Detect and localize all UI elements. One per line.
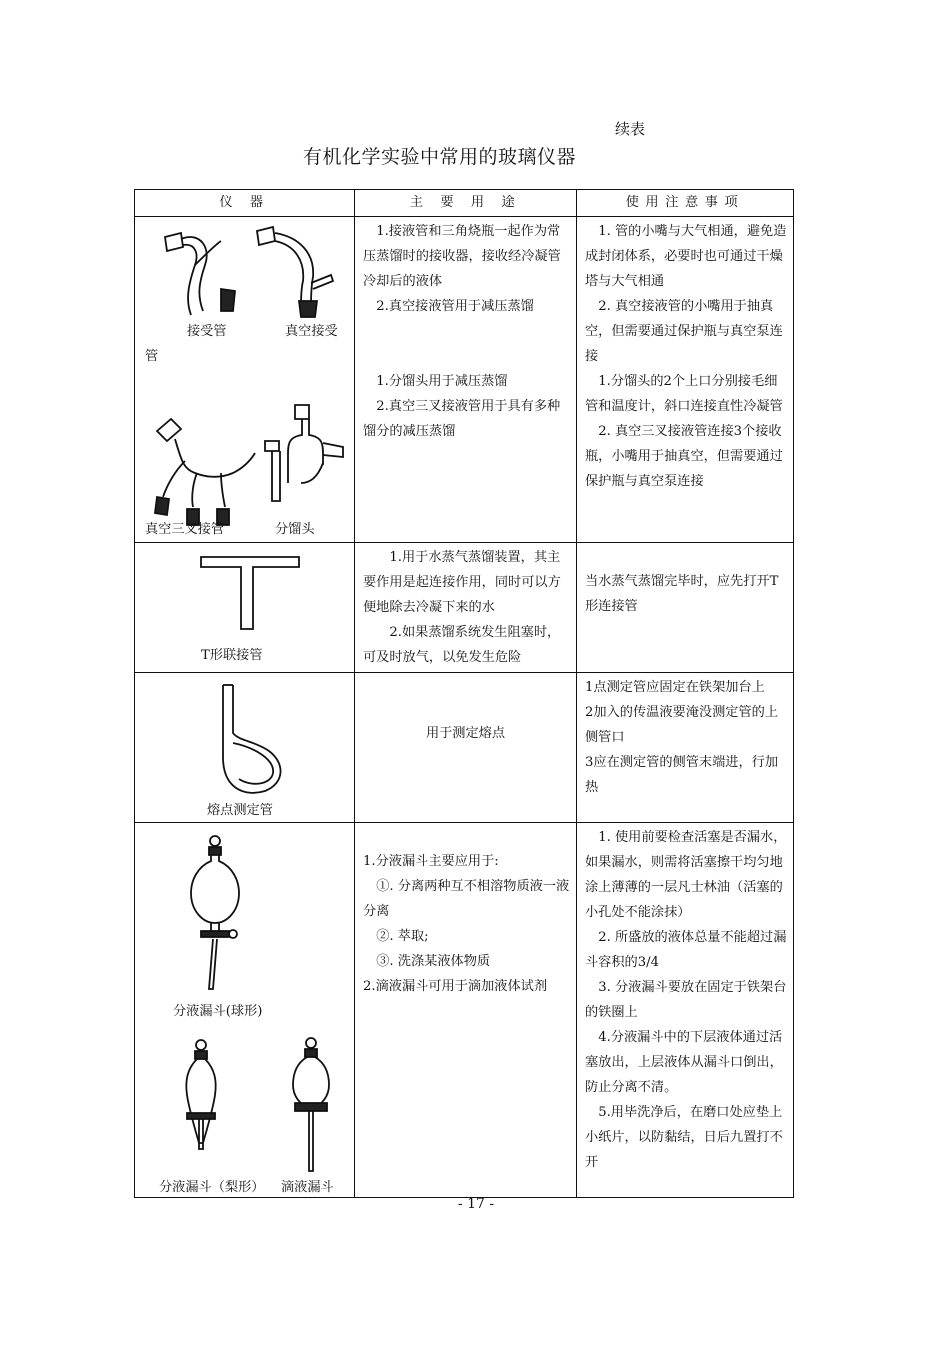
- notes-text: 2加入的传温液要淹没测定管的上侧管口: [585, 705, 779, 745]
- header-notes: 使用注意事项: [577, 190, 794, 217]
- usage-text: 1.分液漏斗主要应用于:: [363, 854, 499, 869]
- notes-text: 2. 真空三叉接液管连接3个接收瓶，小嘴用于抽真空，但需要通过保护瓶与真空泵连接: [585, 424, 783, 489]
- notes-cell: [577, 543, 794, 673]
- usage-cell: [355, 217, 577, 543]
- usage-text: 1.分馏头用于减压蒸馏: [376, 374, 508, 389]
- label-receiver: 接受管: [187, 324, 227, 339]
- header-usage: 主 要 用 途: [355, 190, 577, 217]
- instrument-cell: [135, 543, 355, 673]
- notes-cell: [577, 673, 794, 823]
- usage-text: ①. 分离两种互不相溶物质液一液分离: [363, 879, 570, 919]
- notes-cell: [577, 823, 794, 1198]
- instrument-table: [134, 189, 794, 1198]
- notes-text: 5.用毕洗净后，在磨口处应垫上小纸片，以防黏结，日后九置打不开: [585, 1105, 783, 1170]
- notes-text: 4.分液漏斗中的下层液体通过活塞放出，上层液体从漏斗口倒出，防止分离不清。: [585, 1030, 783, 1095]
- label-three-way-adapter: 真空三叉接管: [145, 522, 225, 537]
- label-vacuum-receiver: 真空接受: [285, 324, 338, 339]
- continued-label: 续表: [615, 120, 646, 138]
- notes-text: 1点测定管应固定在铁架加台上: [585, 680, 765, 695]
- label-vacuum-receiver-wrap: 管: [145, 349, 159, 364]
- notes-text: 1. 管的小嘴与大气相通，避免造成封闭体系，必要时也可通过干燥塔与大气相通: [585, 224, 787, 289]
- notes-text: 2. 真空接液管的小嘴用于抽真空，但需要通过保护瓶与真空泵连接: [585, 299, 783, 364]
- label-pear-funnel: 分液漏斗（梨形）: [159, 1180, 265, 1195]
- instrument-cell: [135, 823, 355, 1198]
- usage-cell: [355, 543, 577, 673]
- usage-text: 2.真空三叉接液管用于具有多种馏分的减压蒸馏: [363, 399, 561, 439]
- usage-cell: [355, 673, 577, 823]
- notes-text: 当水蒸气蒸馏完毕时，应先打开T形连接管: [585, 574, 779, 614]
- usage-text: 用于测定熔点: [425, 725, 506, 741]
- usage-text: 1.用于水蒸气蒸馏装置，其主要作用是起连接作用，同时可以方便地除去冷凝下来的水: [363, 550, 561, 615]
- notes-text: 3应在测定管的侧管末端进，行加热: [585, 755, 779, 795]
- label-melting-point-tube: 熔点测定管: [207, 803, 273, 818]
- page-number: - 17 -: [457, 1196, 495, 1212]
- receiver-adapter-drawing: [135, 217, 355, 543]
- header-instrument: 仪 器: [135, 190, 355, 217]
- instrument-cell: [135, 217, 355, 543]
- notes-text: 2. 所盛放的液体总量不能超过漏斗容积的3/4: [585, 930, 787, 970]
- notes-cell: [577, 217, 794, 543]
- notes-text: 1. 使用前要检查活塞是否漏水，如果漏水，则需将活塞擦干均匀地涂上薄薄的一层凡士林油（活塞的小孔处不能涂抹）: [585, 830, 787, 920]
- usage-cell: [355, 823, 577, 1198]
- page-title: 有机化学实验中常用的玻璃仪器: [303, 146, 577, 168]
- usage-text: 2.滴液漏斗可用于滴加液体试剂: [363, 979, 548, 994]
- label-t-adapter: T形联接管: [201, 648, 263, 663]
- usage-text: ③. 洗涤某液体物质: [376, 954, 491, 969]
- usage-text: ②. 萃取;: [376, 929, 429, 944]
- usage-text: 2.如果蒸馏系统发生阻塞时，可及时放气，以免发生危险: [363, 625, 561, 665]
- notes-text: 3. 分液漏斗要放在固定于铁架台的铁圈上: [585, 980, 787, 1020]
- label-spherical-funnel: 分液漏斗(球形): [173, 1004, 263, 1019]
- label-dropping-funnel: 滴液漏斗: [281, 1180, 334, 1195]
- instrument-cell: [135, 673, 355, 823]
- notes-text: 1.分馏头的2个上口分别接毛细管和温度计，斜口连接直性冷凝管: [585, 374, 783, 414]
- usage-text: 1.接液管和三角烧瓶一起作为常压蒸馏时的接收器，接收经冷凝管冷却后的液体: [363, 224, 561, 289]
- label-fractionating-head: 分馏头: [275, 522, 315, 537]
- usage-text: 2.真空接液管用于减压蒸馏: [376, 299, 534, 314]
